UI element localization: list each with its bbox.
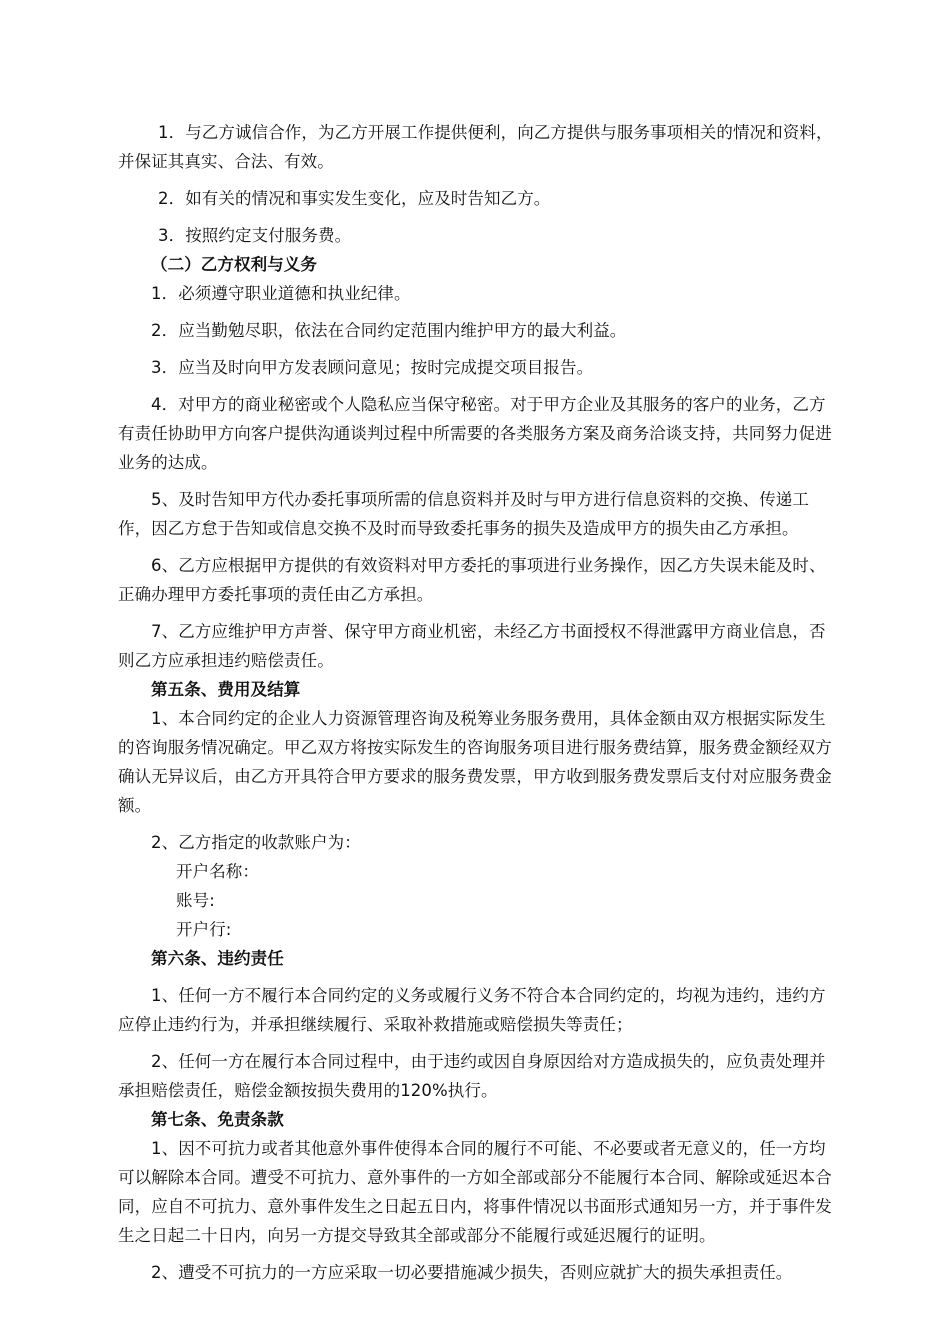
paragraph-party-b-duty-1: 1．必须遵守职业道德和执业纪律。 <box>151 284 411 303</box>
document-body <box>118 118 838 1287</box>
paragraph-fees-1: 1、本合同约定的企业人力资源管理咨询及税筹业务服务费用，具体金额由双方根据实际发生的咨询服务情况确定。甲乙双方将按实际发生的咨询服务项目进行服务费结算，服务费金额经双方确认无异议后，由乙方开具符合甲方要求的服务费发票，甲方收到服务费发票后支付对应服务费金额。 <box>118 709 832 815</box>
account-name-line: 开户名称： <box>176 862 259 881</box>
paragraph-breach-1: 1、任何一方不履行本合同约定的义务或履行义务不符合本合同约定的，均视为违约，违约方应停止违约行为，并承担继续履行、采取补救措施或赔偿损失等责任； <box>118 986 826 1034</box>
article-heading-fees: 第五条、费用及结算 <box>151 680 301 699</box>
section-heading-party-b-rights: （二）乙方权利与义务 <box>151 255 317 274</box>
account-number-line: 账号: <box>176 891 215 910</box>
paragraph-party-a-duty-1: 1．与乙方诚信合作，为乙方开展工作提供便利，向乙方提供与服务事项相关的情况和资料，并保证其真实、合法、有效。 <box>118 123 833 171</box>
paragraph-party-b-duty-4: 4．对甲方的商业秘密或个人隐私应当保守秘密。对于甲方企业及其服务的客户的业务，乙方有责任协助甲方向客户提供沟通谈判过程中所需要的各类服务方案及商务洽谈支持，共同努力促进业务的达成。 <box>118 395 832 472</box>
paragraph-party-b-duty-2: 2．应当勤勉尽职，依法在合同约定范围内维护甲方的最大利益。 <box>151 321 627 340</box>
paragraph-fees-2: 2、乙方指定的收款账户为： <box>151 833 361 852</box>
bank-line: 开户行: <box>176 920 232 939</box>
paragraph-party-a-duty-3: 3．按照约定支付服务费。 <box>158 226 352 245</box>
paragraph-party-b-duty-6: 6、乙方应根据甲方提供的有效资料对甲方委托的事项进行业务操作，因乙方失误未能及时、正确办理甲方委托事项的责任由乙方承担。 <box>118 556 826 604</box>
paragraph-party-b-duty-3: 3．应当及时向甲方发表顾问意见；按时完成提交项目报告。 <box>151 358 594 377</box>
paragraph-party-b-duty-7: 7、乙方应维护甲方声誉、保守甲方商业机密，未经乙方书面授权不得泄露甲方商业信息，否则乙方应承担违约赔偿责任。 <box>118 622 826 670</box>
paragraph-party-b-duty-5: 5、及时告知甲方代办委托事项所需的信息资料并及时与甲方进行信息资料的交换、传递工作，因乙方怠于告知或信息交换不及时而导致委托事务的损失及造成甲方的损失由乙方承担。 <box>118 490 809 538</box>
article-heading-breach: 第六条、违约责任 <box>151 949 284 968</box>
paragraph-breach-2: 2、任何一方在履行本合同过程中，由于违约或因自身原因给对方造成损失的，应负责处理并承担赔偿责任，赔偿金额按损失费用的120%执行。 <box>118 1052 826 1100</box>
paragraph-exemption-1: 1、因不可抗力或者其他意外事件使得本合同的履行不可能、不必要或者无意义的，任一方均可以解除本合同。遭受不可抗力、意外事件的一方如全部或部分不能履行本合同、解除或延迟本合同，应自不可抗力、意外事件发生之日起五日内，将事件情况以书面形式通知另一方，并于事件发生之日起二十日内，向另一方提交导致其全部或部分不能履行或延迟履行的证明。 <box>118 1139 832 1245</box>
paragraph-party-a-duty-2: 2．如有关的情况和事实发生变化，应及时告知乙方。 <box>158 189 551 208</box>
article-heading-exemption: 第七条、免责条款 <box>151 1110 284 1129</box>
paragraph-exemption-2: 2、遭受不可抗力的一方应采取一切必要措施减少损失，否则应就扩大的损失承担责任。 <box>151 1263 793 1282</box>
